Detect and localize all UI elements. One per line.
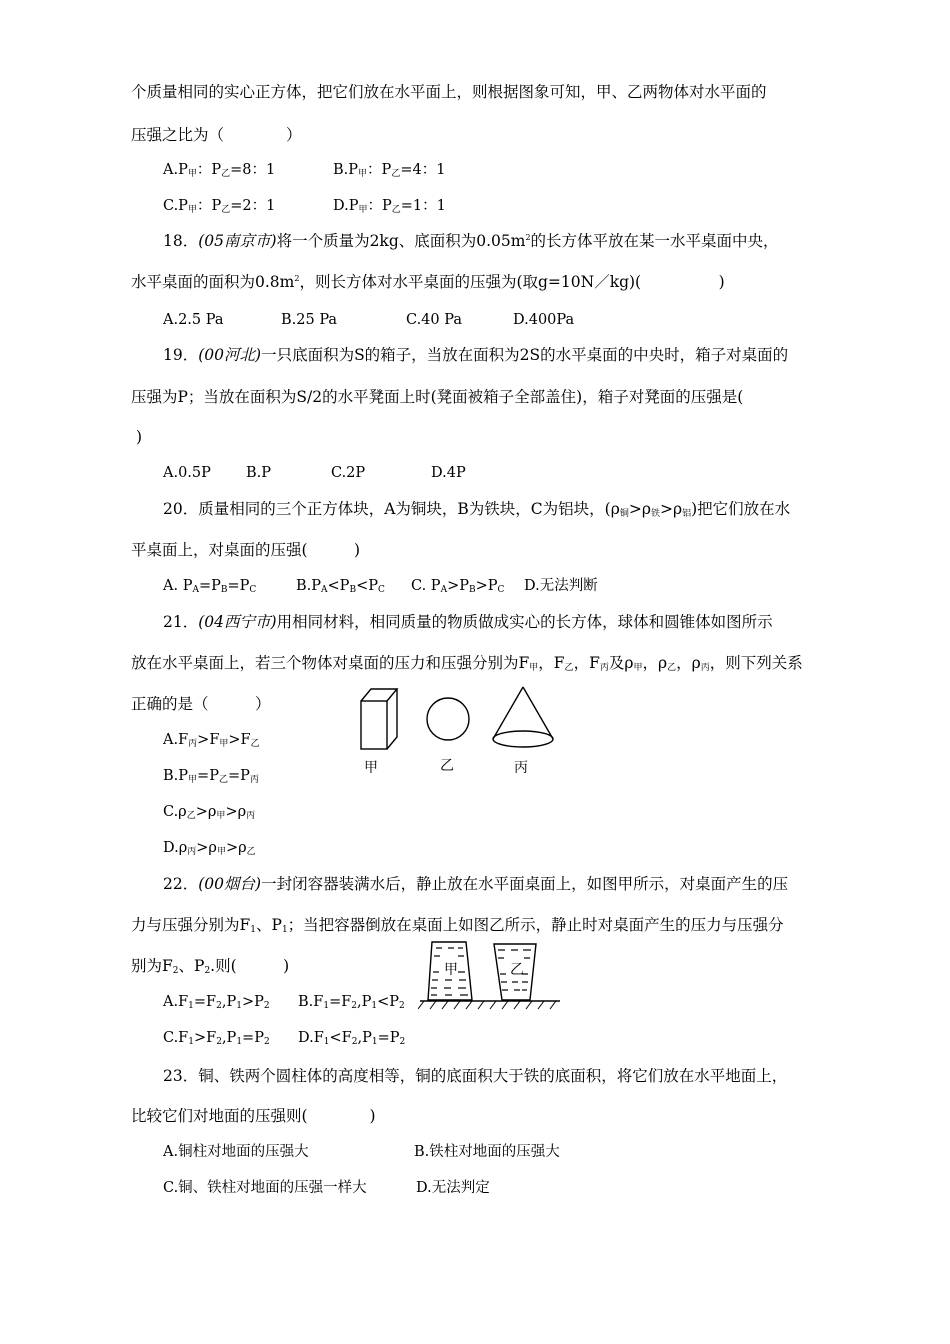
q22-fig-label-jia: 甲 — [444, 962, 458, 978]
q17-line2: 压强之比为（ ） — [131, 126, 302, 144]
q22-fig-label-yi: 乙 — [510, 962, 524, 978]
q21-option-b: $B.P_甲=P_乙=P_丙$ — [163, 768, 259, 785]
q22-option-a: $A.F_1=F_2,P_1>P_2$ — [163, 994, 270, 1011]
q18-option-c: C.40 Pa — [406, 312, 462, 328]
q22-option-c: $C.F_1>F_2,P_1=P_2$ — [163, 1030, 270, 1047]
q18-line1: 18．(05南京市)将一个质量为2kg、底面积为$0.05m^2$的长方体平放在某一水平桌面中央， — [163, 232, 779, 250]
q19-option-b: B.P — [246, 465, 272, 481]
q20-option-b: $B.P_A<P_B<P_C$ — [296, 578, 385, 595]
q22-option-d: $D.F_1<F_2,P_1=P_2$ — [298, 1030, 406, 1047]
q23-option-c: C.铜、铁柱对地面的压强一样大 — [163, 1180, 367, 1196]
q19-line3: ) — [136, 428, 143, 446]
q18-option-d: D.400Pa — [513, 312, 575, 328]
q17-option-b: $B.P_甲$：$P_乙=4$：1 — [333, 162, 446, 179]
cuboid-top — [361, 689, 397, 701]
cone-base — [493, 731, 553, 747]
q23-option-d: D.无法判定 — [416, 1180, 490, 1196]
q18-line2: 水平桌面的面积为$0.8m^2$，则长方体对水平桌面的压强为(取g=10N／kg)( ) — [131, 273, 725, 291]
q20-option-a: A. $P_A=P_B=P_C$ — [163, 578, 257, 595]
ground-hatching — [418, 1001, 556, 1009]
q22-line3: 别为$F_2$、$P_2$.则( ) — [131, 957, 290, 976]
q21-fig-label-bing: 丙 — [514, 760, 528, 776]
q19-option-c: C.2P — [331, 465, 366, 481]
cuboid-side — [387, 689, 397, 749]
q21-line3: 正确的是（ ） — [131, 695, 271, 713]
q23-option-b: B.铁柱对地面的压强大 — [414, 1144, 560, 1160]
q19-line1: 19．(00河北)一只底面积为S的箱子，当放在面积为2S的水平桌面的中央时，箱子对桌面的 — [163, 346, 789, 364]
q22-line2: 力与压强分别为$F_1$、$P_1$；当把容器倒放在桌面上如图乙所示，静止时对桌面产生的压力与压强分 — [131, 916, 784, 935]
q17-option-d: $D.P_甲$：$P_乙=1$：1 — [333, 198, 446, 215]
q17-option-a: $A.P_甲$：$P_乙=8$：1 — [163, 162, 276, 179]
q20-line2: 平桌面上，对桌面的压强( ) — [131, 541, 361, 559]
q21-fig-label-jia: 甲 — [364, 760, 378, 776]
q21-line2: 放在水平桌面上，若三个物体对桌面的压力和压强分别为$F_甲$，$F_乙$，$F_丙$及$\rho_甲$，$\rho_乙$，$\rho_丙$，则下列关系 — [131, 654, 803, 673]
q22-line1: 22．(00烟台)一封闭容器装满水后，静止放在水平面桌面上，如图甲所示，对桌面产生的压 — [163, 875, 789, 893]
sphere — [427, 698, 469, 740]
q17-option-c: $C.P_甲$：$P_乙=2$：1 — [163, 198, 276, 215]
q20-option-d: D.无法判断 — [524, 578, 598, 594]
cuboid-front — [361, 701, 387, 749]
q22-option-b: $B.F_1=F_2,P_1<P_2$ — [298, 994, 405, 1011]
q19-option-d: D.4P — [431, 465, 466, 481]
q21-option-d: $D.\rho_丙>\rho_甲>\rho_乙$ — [163, 840, 256, 857]
q23-option-a: A.铜柱对地面的压强大 — [163, 1144, 309, 1160]
q20-option-c: C. $P_A>P_B>P_C$ — [411, 578, 505, 595]
q19-line2: 压强为P；当放在面积为S/2的水平凳面上时(凳面被箱子全部盖住)，箱子对凳面的压强是( — [131, 388, 744, 406]
q21-shapes-figure — [352, 683, 562, 755]
q22-containers-figure — [418, 938, 563, 1018]
q21-fig-label-yi: 乙 — [440, 758, 454, 774]
q19-option-a: A.0.5P — [163, 465, 211, 481]
q21-option-c: $C.\rho_乙>\rho_甲>\rho_丙$ — [163, 804, 256, 821]
q18-option-b: B.25 Pa — [281, 312, 338, 328]
q23-line2: 比较它们对地面的压强则( ) — [131, 1107, 376, 1125]
q18-option-a: A.2.5 Pa — [163, 312, 224, 328]
q21-line1: 21．(04西宁市)用相同材料，相同质量的物质做成实心的长方体，球体和圆锥体如图所示 — [163, 613, 773, 631]
q17-line1: 个质量相同的实心正方体，把它们放在水平面上，则根据图象可知，甲、乙两物体对水平面的 — [131, 83, 767, 101]
q23-line1: 23．铜、铁两个圆柱体的高度相等，铜的底面积大于铁的底面积，将它们放在水平地面上， — [163, 1067, 788, 1085]
q20-line1: 20．质量相同的三个正方体块，A为铜块，B为铁块，C为铝块，$(\rho_铜>\rho_铁>\rho_铝)$把它们放在水 — [163, 500, 791, 519]
q21-option-a: $A.F_丙>F_甲>F_乙$ — [163, 732, 260, 749]
